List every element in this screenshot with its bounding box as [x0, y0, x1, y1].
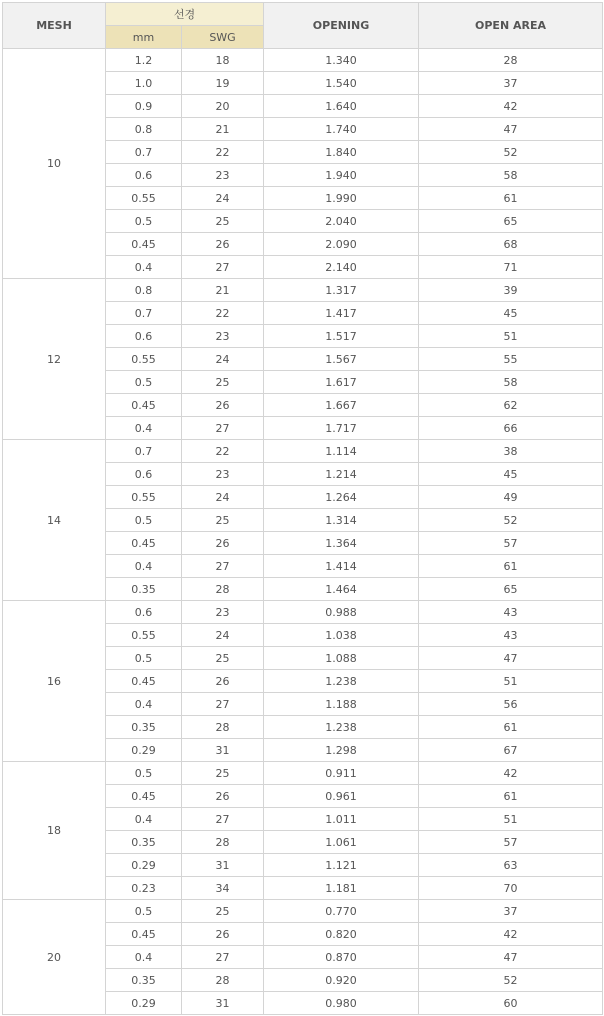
- opening-cell: 1.417: [264, 302, 419, 325]
- mm-cell: 0.8: [106, 279, 182, 302]
- opening-cell: 1.364: [264, 532, 419, 555]
- header-swg: SWG: [182, 26, 264, 49]
- mm-cell: 0.55: [106, 624, 182, 647]
- mm-cell: 0.6: [106, 325, 182, 348]
- mesh-spec-table: [2, 2, 603, 1015]
- open-area-cell: 55: [419, 348, 603, 371]
- opening-cell: 1.088: [264, 647, 419, 670]
- opening-cell: 1.667: [264, 394, 419, 417]
- open-area-cell: 51: [419, 670, 603, 693]
- swg-cell: 34: [182, 877, 264, 900]
- swg-cell: 20: [182, 95, 264, 118]
- opening-cell: 0.770: [264, 900, 419, 923]
- mm-cell: 0.6: [106, 164, 182, 187]
- swg-cell: 22: [182, 440, 264, 463]
- opening-cell: 1.238: [264, 716, 419, 739]
- mm-cell: 0.7: [106, 440, 182, 463]
- opening-cell: 1.298: [264, 739, 419, 762]
- open-area-cell: 65: [419, 210, 603, 233]
- swg-cell: 23: [182, 601, 264, 624]
- header-mesh: MESH: [3, 3, 106, 49]
- swg-cell: 24: [182, 486, 264, 509]
- mm-cell: 0.7: [106, 302, 182, 325]
- opening-cell: 2.090: [264, 233, 419, 256]
- table-header: [3, 3, 603, 49]
- mm-cell: 0.7: [106, 141, 182, 164]
- swg-cell: 18: [182, 49, 264, 72]
- opening-cell: 0.980: [264, 992, 419, 1015]
- table-row: [3, 440, 603, 463]
- opening-cell: 1.038: [264, 624, 419, 647]
- open-area-cell: 37: [419, 900, 603, 923]
- swg-cell: 22: [182, 141, 264, 164]
- open-area-cell: 66: [419, 417, 603, 440]
- mm-cell: 1.2: [106, 49, 182, 72]
- swg-cell: 23: [182, 463, 264, 486]
- open-area-cell: 42: [419, 923, 603, 946]
- mm-cell: 0.5: [106, 210, 182, 233]
- swg-cell: 25: [182, 647, 264, 670]
- swg-cell: 28: [182, 716, 264, 739]
- opening-cell: 1.314: [264, 509, 419, 532]
- open-area-cell: 37: [419, 72, 603, 95]
- mesh-cell: 10: [3, 49, 106, 279]
- opening-cell: 1.414: [264, 555, 419, 578]
- open-area-cell: 39: [419, 279, 603, 302]
- mm-cell: 0.45: [106, 923, 182, 946]
- swg-cell: 23: [182, 164, 264, 187]
- opening-cell: 0.820: [264, 923, 419, 946]
- mm-cell: 0.55: [106, 348, 182, 371]
- swg-cell: 28: [182, 831, 264, 854]
- open-area-cell: 67: [419, 739, 603, 762]
- mm-cell: 0.5: [106, 371, 182, 394]
- swg-cell: 26: [182, 923, 264, 946]
- swg-cell: 25: [182, 900, 264, 923]
- opening-cell: 0.961: [264, 785, 419, 808]
- open-area-cell: 61: [419, 785, 603, 808]
- mm-cell: 0.5: [106, 762, 182, 785]
- mm-cell: 0.45: [106, 233, 182, 256]
- open-area-cell: 51: [419, 808, 603, 831]
- swg-cell: 24: [182, 348, 264, 371]
- open-area-cell: 62: [419, 394, 603, 417]
- mm-cell: 0.6: [106, 463, 182, 486]
- open-area-cell: 47: [419, 946, 603, 969]
- table-row: [3, 900, 603, 923]
- swg-cell: 25: [182, 210, 264, 233]
- opening-cell: 1.567: [264, 348, 419, 371]
- opening-cell: 1.061: [264, 831, 419, 854]
- open-area-cell: 49: [419, 486, 603, 509]
- swg-cell: 27: [182, 808, 264, 831]
- mm-cell: 0.35: [106, 831, 182, 854]
- open-area-cell: 45: [419, 463, 603, 486]
- open-area-cell: 68: [419, 233, 603, 256]
- open-area-cell: 42: [419, 762, 603, 785]
- mm-cell: 0.45: [106, 785, 182, 808]
- opening-cell: 0.870: [264, 946, 419, 969]
- opening-cell: 1.340: [264, 49, 419, 72]
- swg-cell: 25: [182, 509, 264, 532]
- opening-cell: 1.617: [264, 371, 419, 394]
- mesh-cell: 20: [3, 900, 106, 1015]
- mm-cell: 0.4: [106, 555, 182, 578]
- table-row: [3, 279, 603, 302]
- mm-cell: 1.0: [106, 72, 182, 95]
- swg-cell: 24: [182, 187, 264, 210]
- table-row: [3, 762, 603, 785]
- opening-cell: 2.040: [264, 210, 419, 233]
- swg-cell: 26: [182, 785, 264, 808]
- mm-cell: 0.4: [106, 946, 182, 969]
- mesh-cell: 12: [3, 279, 106, 440]
- header-mm: mm: [106, 26, 182, 49]
- opening-cell: 1.214: [264, 463, 419, 486]
- opening-cell: 1.840: [264, 141, 419, 164]
- swg-cell: 21: [182, 118, 264, 141]
- open-area-cell: 60: [419, 992, 603, 1015]
- mm-cell: 0.4: [106, 256, 182, 279]
- header-open-area: OPEN AREA: [419, 3, 603, 49]
- mm-cell: 0.8: [106, 118, 182, 141]
- mm-cell: 0.4: [106, 693, 182, 716]
- opening-cell: 1.990: [264, 187, 419, 210]
- opening-cell: 1.740: [264, 118, 419, 141]
- open-area-cell: 43: [419, 601, 603, 624]
- mm-cell: 0.5: [106, 900, 182, 923]
- mm-cell: 0.9: [106, 95, 182, 118]
- swg-cell: 19: [182, 72, 264, 95]
- mm-cell: 0.29: [106, 992, 182, 1015]
- swg-cell: 27: [182, 256, 264, 279]
- opening-cell: 1.011: [264, 808, 419, 831]
- open-area-cell: 52: [419, 141, 603, 164]
- swg-cell: 26: [182, 670, 264, 693]
- opening-cell: 1.940: [264, 164, 419, 187]
- swg-cell: 27: [182, 555, 264, 578]
- swg-cell: 21: [182, 279, 264, 302]
- opening-cell: 1.264: [264, 486, 419, 509]
- table-body: [3, 49, 603, 1015]
- swg-cell: 31: [182, 739, 264, 762]
- swg-cell: 28: [182, 969, 264, 992]
- open-area-cell: 57: [419, 532, 603, 555]
- open-area-cell: 51: [419, 325, 603, 348]
- swg-cell: 24: [182, 624, 264, 647]
- opening-cell: 2.140: [264, 256, 419, 279]
- open-area-cell: 45: [419, 302, 603, 325]
- opening-cell: 0.920: [264, 969, 419, 992]
- opening-cell: 1.181: [264, 877, 419, 900]
- open-area-cell: 52: [419, 969, 603, 992]
- header-wire-diameter: 선경: [106, 3, 264, 26]
- open-area-cell: 61: [419, 716, 603, 739]
- swg-cell: 28: [182, 578, 264, 601]
- open-area-cell: 58: [419, 371, 603, 394]
- mm-cell: 0.5: [106, 509, 182, 532]
- open-area-cell: 61: [419, 555, 603, 578]
- mm-cell: 0.29: [106, 854, 182, 877]
- mesh-cell: 14: [3, 440, 106, 601]
- opening-cell: 1.717: [264, 417, 419, 440]
- opening-cell: 1.540: [264, 72, 419, 95]
- opening-cell: 1.121: [264, 854, 419, 877]
- table-row: [3, 49, 603, 72]
- mm-cell: 0.29: [106, 739, 182, 762]
- open-area-cell: 61: [419, 187, 603, 210]
- mm-cell: 0.23: [106, 877, 182, 900]
- swg-cell: 31: [182, 854, 264, 877]
- mesh-cell: 16: [3, 601, 106, 762]
- mm-cell: 0.6: [106, 601, 182, 624]
- open-area-cell: 58: [419, 164, 603, 187]
- opening-cell: 1.464: [264, 578, 419, 601]
- opening-cell: 0.911: [264, 762, 419, 785]
- open-area-cell: 42: [419, 95, 603, 118]
- mm-cell: 0.5: [106, 647, 182, 670]
- table-row: [3, 601, 603, 624]
- header-opening: OPENING: [264, 3, 419, 49]
- swg-cell: 25: [182, 371, 264, 394]
- opening-cell: 1.640: [264, 95, 419, 118]
- mm-cell: 0.45: [106, 670, 182, 693]
- open-area-cell: 71: [419, 256, 603, 279]
- mm-cell: 0.35: [106, 578, 182, 601]
- mm-cell: 0.35: [106, 969, 182, 992]
- opening-cell: 1.238: [264, 670, 419, 693]
- swg-cell: 25: [182, 762, 264, 785]
- mm-cell: 0.55: [106, 486, 182, 509]
- mm-cell: 0.45: [106, 394, 182, 417]
- open-area-cell: 28: [419, 49, 603, 72]
- swg-cell: 27: [182, 417, 264, 440]
- swg-cell: 31: [182, 992, 264, 1015]
- opening-cell: 0.988: [264, 601, 419, 624]
- open-area-cell: 57: [419, 831, 603, 854]
- mm-cell: 0.4: [106, 808, 182, 831]
- mm-cell: 0.45: [106, 532, 182, 555]
- opening-cell: 1.188: [264, 693, 419, 716]
- swg-cell: 26: [182, 394, 264, 417]
- open-area-cell: 52: [419, 509, 603, 532]
- opening-cell: 1.317: [264, 279, 419, 302]
- open-area-cell: 38: [419, 440, 603, 463]
- mm-cell: 0.55: [106, 187, 182, 210]
- mm-cell: 0.4: [106, 417, 182, 440]
- swg-cell: 26: [182, 233, 264, 256]
- swg-cell: 23: [182, 325, 264, 348]
- open-area-cell: 63: [419, 854, 603, 877]
- open-area-cell: 56: [419, 693, 603, 716]
- opening-cell: 1.517: [264, 325, 419, 348]
- open-area-cell: 65: [419, 578, 603, 601]
- swg-cell: 22: [182, 302, 264, 325]
- open-area-cell: 43: [419, 624, 603, 647]
- open-area-cell: 47: [419, 647, 603, 670]
- open-area-cell: 47: [419, 118, 603, 141]
- opening-cell: 1.114: [264, 440, 419, 463]
- swg-cell: 27: [182, 946, 264, 969]
- swg-cell: 26: [182, 532, 264, 555]
- mesh-cell: 18: [3, 762, 106, 900]
- open-area-cell: 70: [419, 877, 603, 900]
- swg-cell: 27: [182, 693, 264, 716]
- mm-cell: 0.35: [106, 716, 182, 739]
